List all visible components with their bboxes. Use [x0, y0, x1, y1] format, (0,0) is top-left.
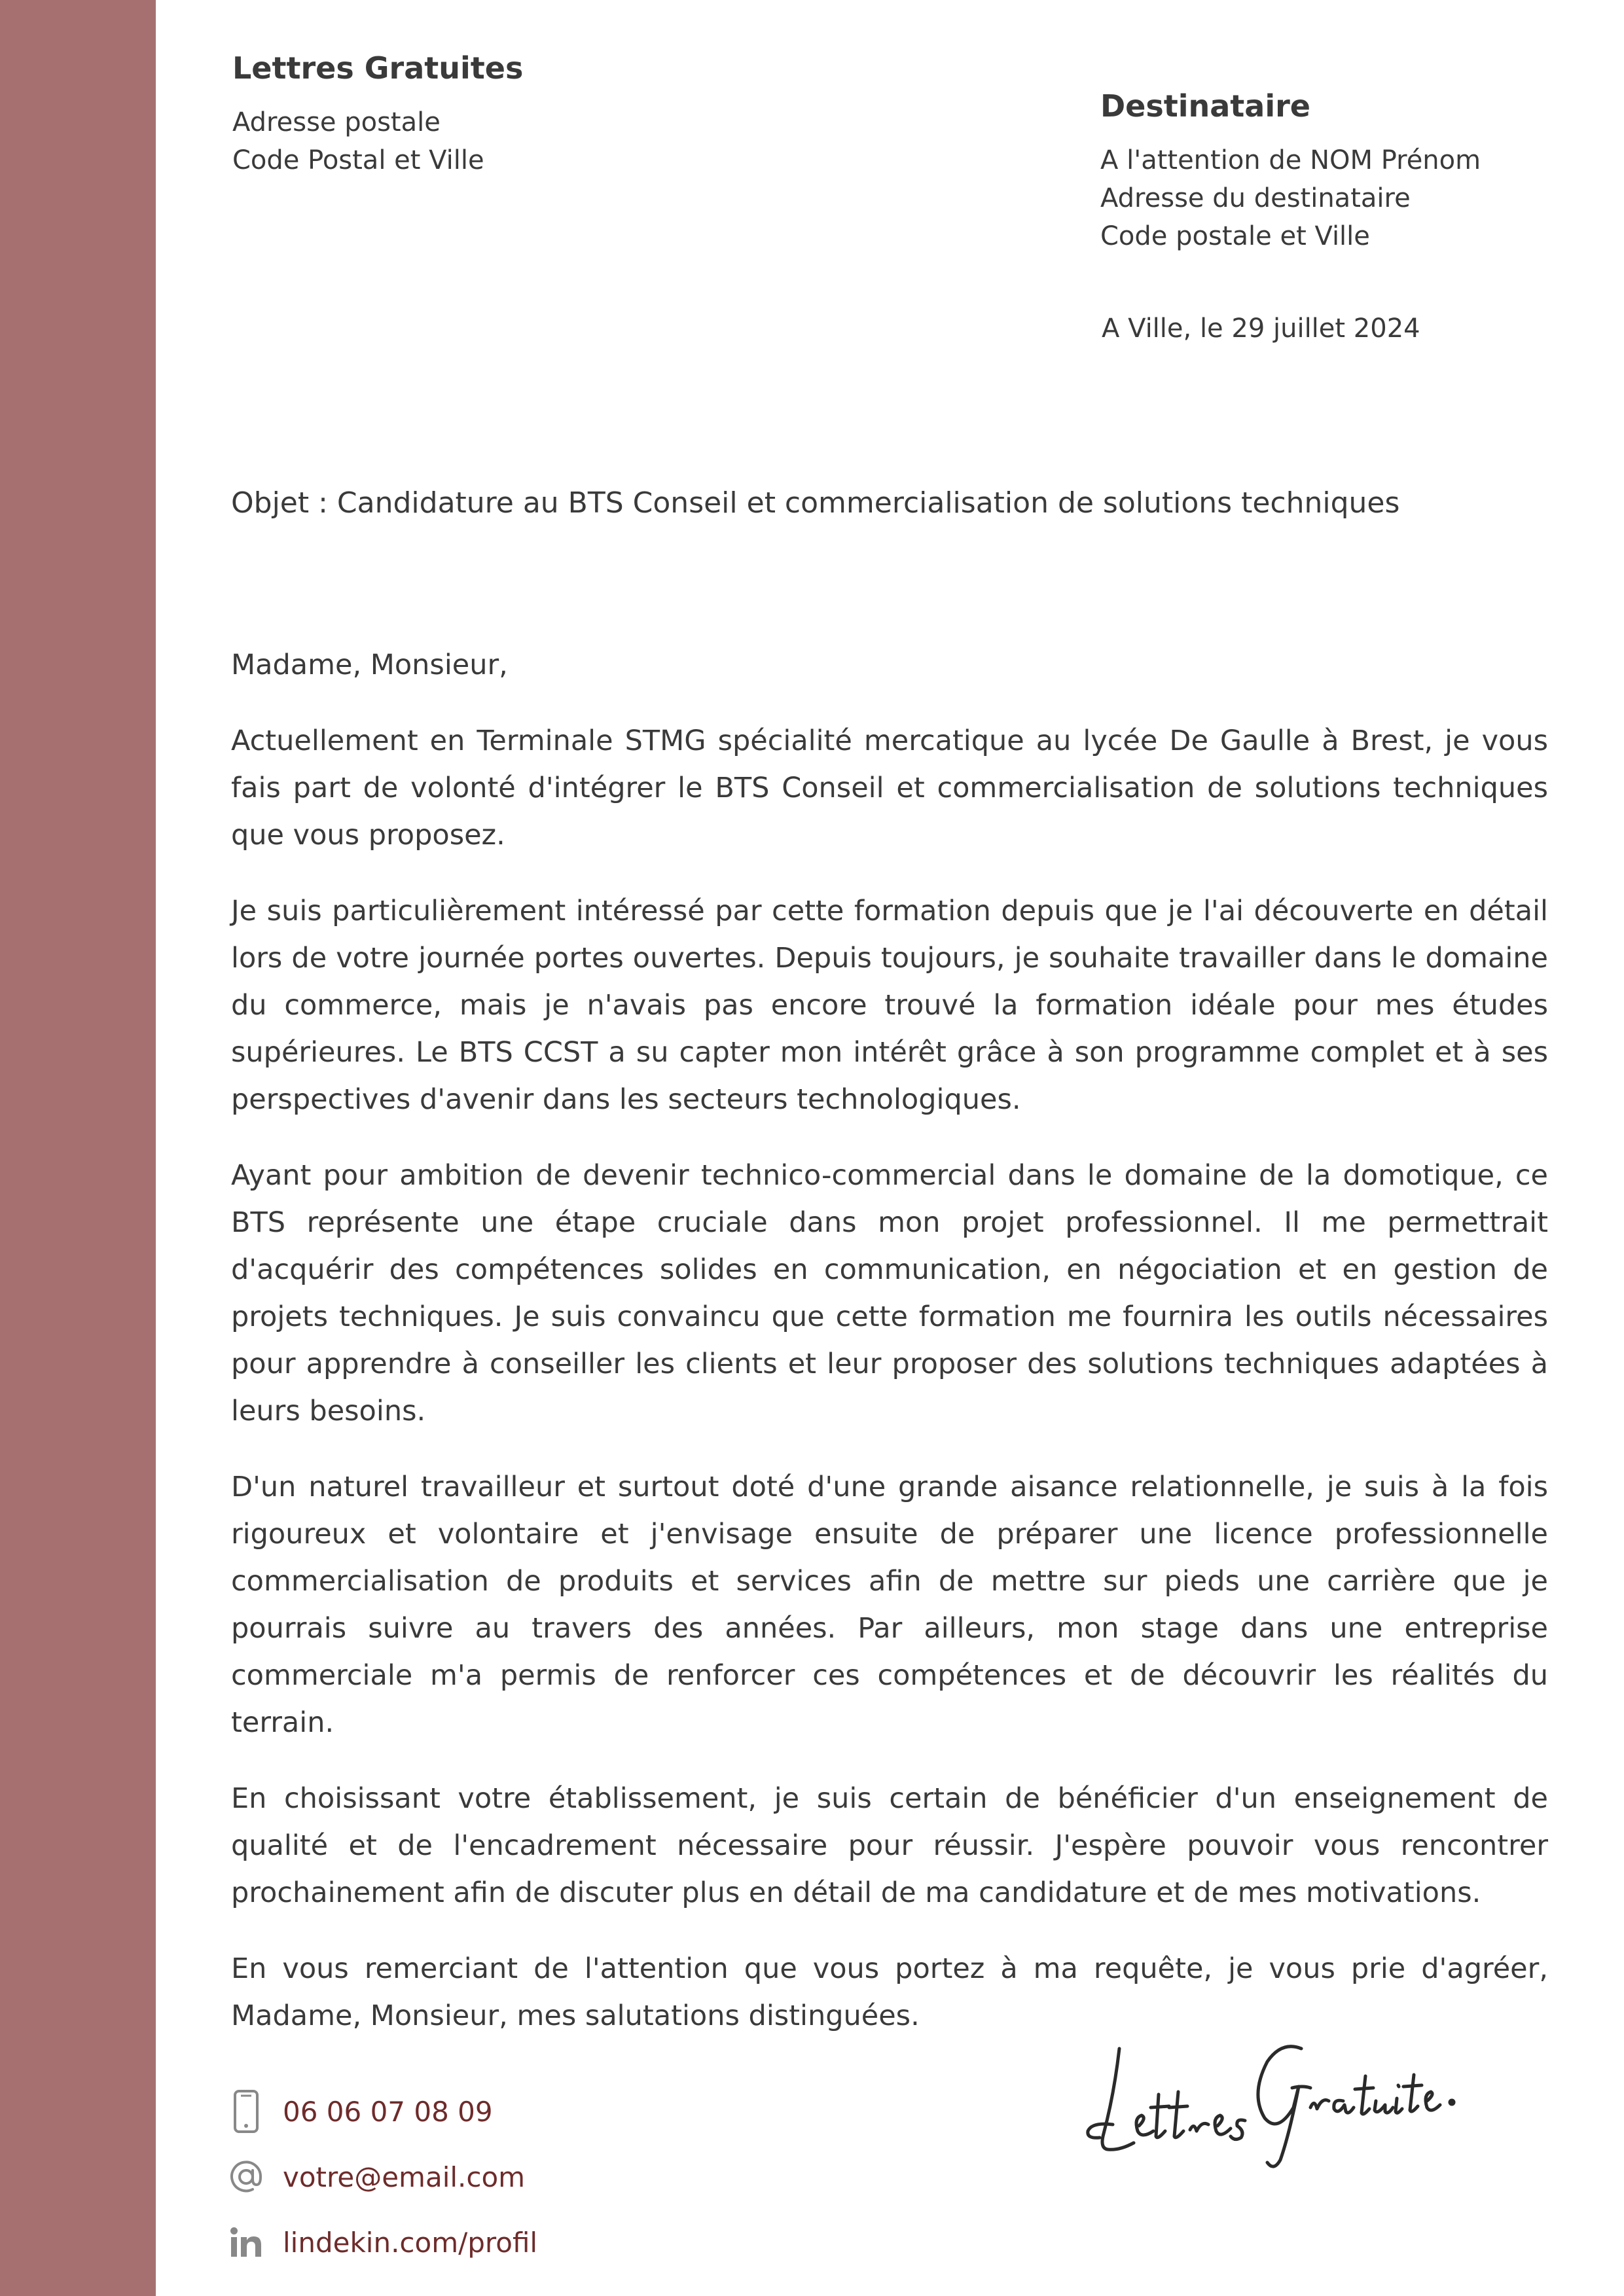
sender-block — [232, 46, 821, 179]
contact-phone — [228, 2079, 537, 2144]
paragraph: En vous remerciant de l'attention que vous portez à ma requête, je vous prie d'agréer, Madame, Monsieur, mes salutations distinguées. — [231, 1952, 1548, 2032]
recipient-block — [1100, 84, 1598, 255]
letter-body — [231, 641, 1548, 2068]
contact-list — [228, 2079, 537, 2275]
paragraph: En choisissant votre établissement, je suis certain de bénéficier d'un enseignement de qualité et de l'encadrement nécessaire pour réussir. J'espère pouvoir vous rencontrer prochainement afin de discuter plus en détail de ma candidature et de mes motivations. — [231, 1782, 1548, 1909]
email-address[interactable]: votre@email.com — [283, 2161, 526, 2193]
sender-name: Lettres Gratuites — [232, 50, 524, 86]
recipient-heading: Destinataire — [1100, 88, 1310, 124]
paragraph: D'un naturel travailleur et surtout doté d'une grande aisance relationnelle, je suis à la fois rigoureux et volontaire et j'envisage ensuite de préparer une licence professionnelle commercialisation de produits et services afin de mettre sur pieds une carrière que je pourrais suivre au travers des années. Par ailleurs, mon stage dans une entreprise commerciale m'a permis de renforcer ces compétences et de découvrir les réalités du terrain. — [231, 1471, 1548, 1739]
paragraph: Je suis particulièrement intéressé par cette formation depuis que je l'ai découverte en détail lors de votre journée portes ouvertes. Depuis toujours, je souhaite travailler dans le domaine du commerce, mais je n'avais pas encore trouvé la formation idéale pour mes études supérieures. Le BTS CCST a su capter mon intérêt grâce à son programme complet et à ses perspectives d'avenir dans les secteurs technologiques. — [231, 895, 1548, 1116]
phone-number[interactable]: 06 06 07 08 09 — [283, 2095, 493, 2128]
contact-email — [228, 2144, 537, 2210]
recipient-address: Adresse du destinataire — [1100, 183, 1411, 213]
recipient-attention: A l'attention de NOM Prénom — [1100, 145, 1481, 175]
handwritten-signature — [1074, 2003, 1460, 2173]
at-icon — [228, 2153, 264, 2200]
recipient-city: Code postale et Ville — [1100, 221, 1370, 251]
paragraph: Ayant pour ambition de devenir technico-commercial dans le domaine de la domotique, ce BTS représente une étape cruciale dans mon projet professionnel. Il me permettrait d'acquérir des compétences solides en communication, en négociation et en gestion de projets techniques. Je suis convaincu que cette formation me fournira les outils nécessaires pour apprendre à conseiller les clients et leur proposer des solutions techniques adaptées à leurs besoins. — [231, 1159, 1548, 1427]
linkedin-url[interactable]: lindekin.com/profil — [283, 2226, 538, 2259]
phone-icon — [228, 2088, 264, 2135]
linkedin-icon — [228, 2219, 264, 2266]
paragraph: Actuellement en Terminale STMG spécialité mercatique au lycée De Gaulle à Brest, je vous fais part de volonté d'intégrer le BTS Conseil et commercialisation de solutions techniques que vous proposez. — [231, 725, 1548, 852]
salutation: Madame, Monsieur, — [231, 649, 508, 681]
letter-date: A Ville, le 29 juillet 2024 — [1102, 314, 1420, 344]
sender-address: Adresse postale — [232, 107, 441, 137]
sender-city: Code Postal et Ville — [232, 145, 484, 175]
sidebar-band — [0, 0, 156, 2296]
letter-subject: Objet : Candidature au BTS Conseil et commercialisation de solutions techniques — [231, 486, 1400, 520]
contact-linkedin — [228, 2210, 537, 2275]
